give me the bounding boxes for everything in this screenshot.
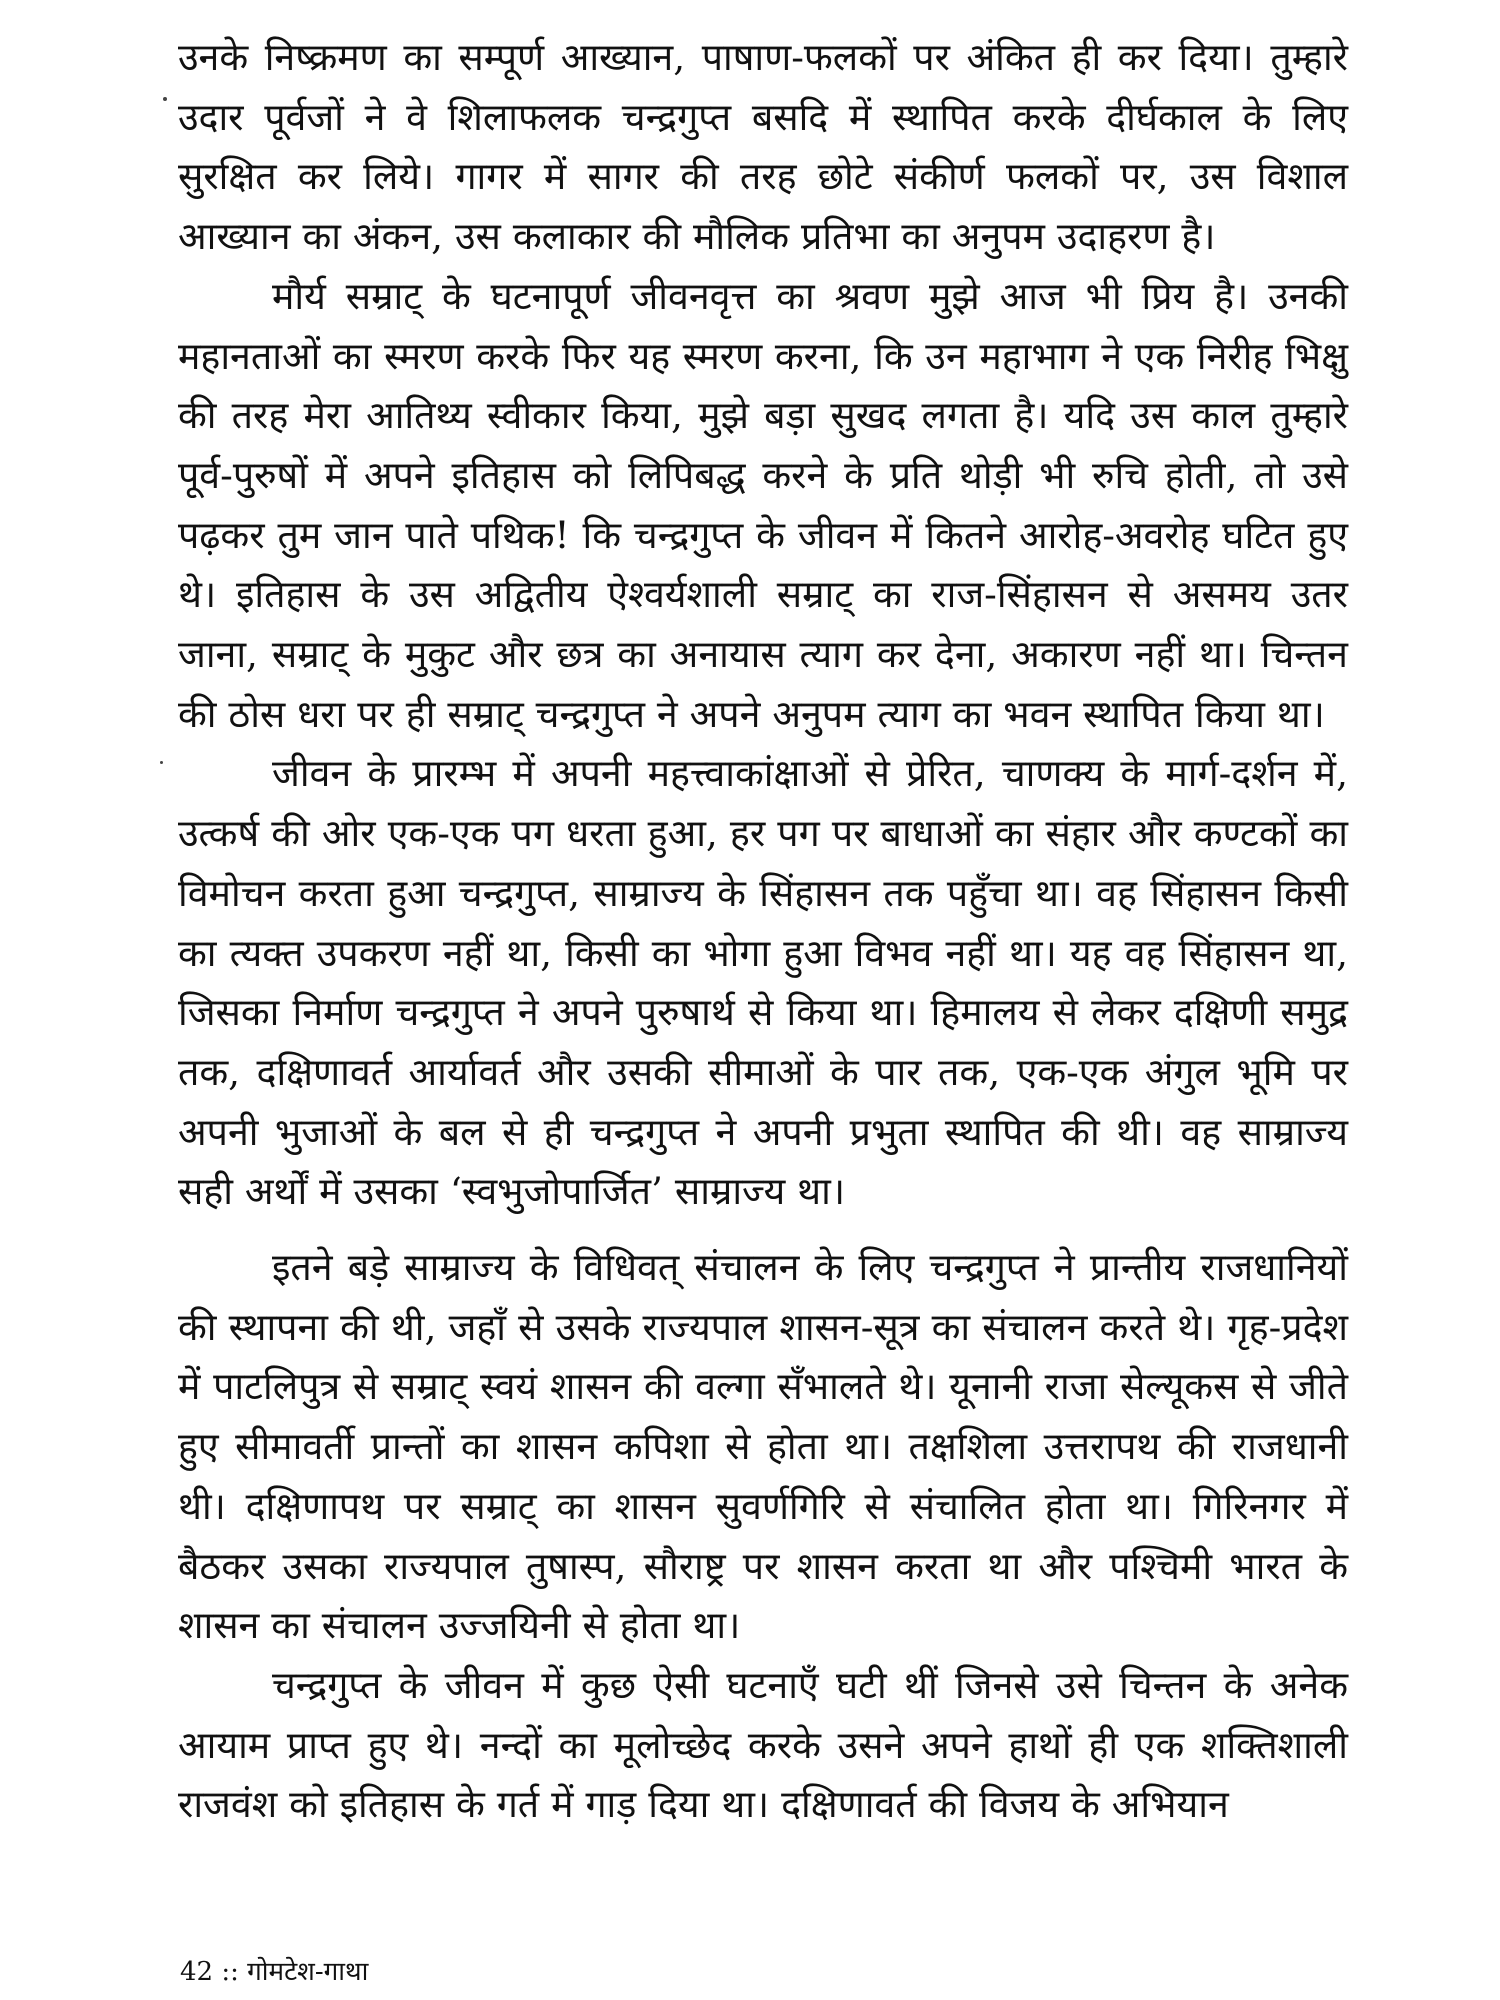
scan-speck <box>160 761 163 764</box>
paragraph-early-life: जीवन के प्रारम्भ में अपनी महत्त्वाकांक्षाओं से प्रेरित, चाणक्य के मार्ग-दर्शन में, उत्कर्ष की ओर एक-एक पग धरता हुआ, हर पग पर बाधाओं का संहार और कण्टकों का विमोचन करता हुआ चन्द्रगुप्त, साम्राज्य के सिंहासन तक पहुँचा था। वह सिंहासन किसी का त्यक्त उपकरण नहीं था, किसी का भोगा हुआ विभव नहीं था। यह वह सिंहासन था, जिसका निर्माण चन्द्रगुप्त ने अपने पुरुषार्थ से किया था। हिमालय से लेकर दक्षिणी समुद्र तक, दक्षिणावर्त आर्यावर्त और उसकी सीमाओं के पार तक, एक-एक अंगुल भूमि पर अपनी भुजाओं के बल से ही चन्द्रगुप्त ने अपनी प्रभुता स्थापित की थी। वह साम्राज्य सही अर्थों में उसका ‘स्वभुजोपार्जित’ साम्राज्य था। <box>178 751 1348 1214</box>
scan-speck <box>163 97 167 101</box>
paragraph-maurya-emperor: मौर्य सम्राट् के घटनापूर्ण जीवनवृत्त का श्रवण मुझे आज भी प्रिय है। उनकी महानताओं का स्मरण करके फिर यह स्मरण करना, कि उन महाभाग ने एक निरीह भिक्षु की तरह मेरा आतिथ्य स्वीकार किया, मुझे बड़ा सुखद लगता है। यदि उस काल तुम्हारे पूर्व-पुरुषों में अपने इतिहास को लिपिबद्ध करने के प्रति थोड़ी भी रुचि होती, तो उसे पढ़कर तुम जान पाते पथिक! कि चन्द्रगुप्त के जीवन में कितने आरोह-अवरोह घटित हुए थे। इतिहास के उस अद्वितीय ऐश्वर्यशाली सम्राट् का राज-सिंहासन से असमय उतर जाना, सम्राट् के मुकुट और छत्र का अनायास त्याग कर देना, अकारण नहीं था। चिन्तन की ठोस धरा पर ही सम्राट् चन्द्रगुप्त ने अपने अनुपम त्याग का भवन स्थापित किया था। <box>178 273 1348 736</box>
footer-separator: :: <box>221 1957 239 1987</box>
page-footer <box>180 1956 368 1988</box>
book-title: गोमटेश-गाथा <box>247 1957 369 1987</box>
body-text <box>178 28 1348 1835</box>
paragraph-life-events: चन्द्रगुप्त के जीवन में कुछ ऐसी घटनाएँ घटी थीं जिनसे उसे चिन्तन के अनेक आयाम प्राप्त हुए थे। नन्दों का मूलोच्छेद करके उसने अपने हाथों ही एक शक्तिशाली राजवंश को इतिहास के गर्त में गाड़ दिया था। दक्षिणावर्त की विजय के अभियान <box>178 1662 1348 1827</box>
page-number: 42 <box>180 1957 214 1987</box>
paragraph-continuation: उनके निष्क्रमण का सम्पूर्ण आख्यान, पाषाण-फलकों पर अंकित ही कर दिया। तुम्हारे उदार पूर्वजों ने वे शिलाफलक चन्द्रगुप्त बसदि में स्थापित करके दीर्घकाल के लिए सुरक्षित कर लिये। गागर में सागर की तरह छोटे संकीर्ण फलकों पर, उस विशाल आख्यान का अंकन, उस कलाकार की मौलिक प्रतिभा का अनुपम उदाहरण है। <box>178 35 1348 259</box>
paragraph-provincial-capitals: इतने बड़े साम्राज्य के विधिवत् संचालन के लिए चन्द्रगुप्त ने प्रान्तीय राजधानियों की स्थापना की थी, जहाँ से उसके राज्यपाल शासन-सूत्र का संचालन करते थे। गृह-प्रदेश में पाटलिपुत्र से सम्राट् स्वयं शासन की वल्गा सँभालते थे। यूनानी राजा सेल्यूकस से जीते हुए सीमावर्ती प्रान्तों का शासन कपिशा से होता था। तक्षशिला उत्तरापथ की राजधानी थी। दक्षिणापथ पर सम्राट् का शासन सुवर्णगिरि से संचालित होता था। गिरिनगर में बैठकर उसका राज्यपाल तुषास्प, सौराष्ट्र पर शासन करता था और पश्चिमी भारत के शासन का संचालन उज्जयिनी से होता था। <box>178 1245 1348 1648</box>
